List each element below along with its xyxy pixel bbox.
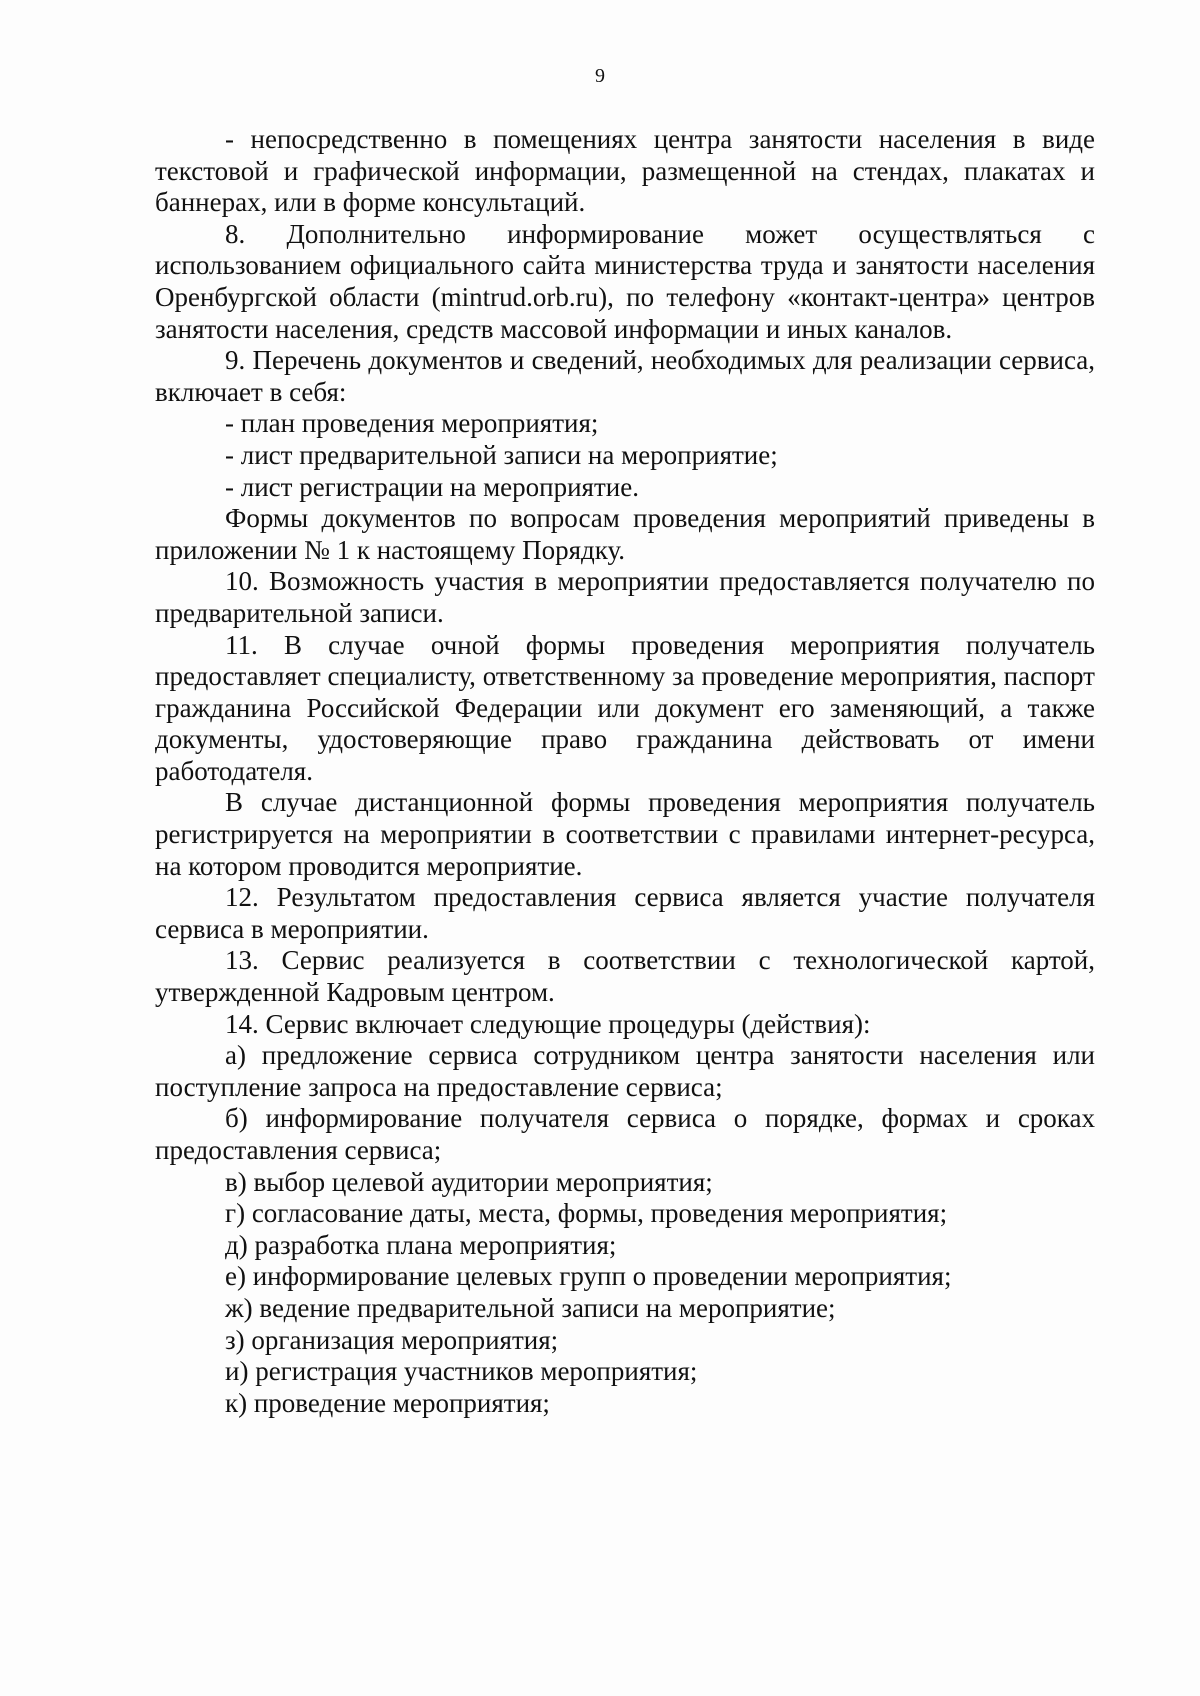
procedure-item-b: б) информирование получателя сервиса о порядке, формах и сроках предоставления сервиса; [155,1103,1095,1165]
paragraph-11-in-person: 11. В случае очной формы проведения мероприятия получатель предоставляет специалисту, ответственному за проведение мероприятия, паспорт гражданина Российской Федерации или документ его заменяющий, а также документы, удостоверяющие право гражданина действовать от имени работодателя. [155,629,1095,786]
list-item-event-plan: - план проведения мероприятия; [225,408,599,439]
page-number: 9 [595,65,605,87]
paragraph-14-procedures: 14. Сервис включает следующие процедуры (действия): [225,1008,871,1039]
procedure-item-v: в) выбор целевой аудитории мероприятия; [225,1166,713,1197]
document-body [155,124,1095,1419]
procedure-item-z: з) организация мероприятия; [225,1324,559,1355]
list-item-registration-sheet: - лист регистрации на мероприятие. [225,471,639,502]
paragraph-9-documents-list: 9. Перечень документов и сведений, необходимых для реализации сервиса, включает в себя: [155,345,1095,407]
paragraph-12-result: 12. Результатом предоставления сервиса является участие получателя сервиса в мероприятии. [155,882,1095,944]
procedure-item-d: д) разработка плана мероприятия; [225,1229,617,1260]
procedure-item-g: г) согласование даты, места, формы, проведения мероприятия; [225,1198,948,1229]
paragraph-info-in-premises: - непосредственно в помещениях центра занятости населения в виде текстовой и графической информации, размещенной на стендах, плакатах и баннерах, или в форме консультаций. [155,124,1095,218]
procedure-item-i: и) регистрация участников мероприятия; [225,1356,698,1387]
procedure-item-zh: ж) ведение предварительной записи на мероприятие; [225,1292,836,1323]
list-item-preregistration-sheet: - лист предварительной записи на мероприятие; [225,439,778,470]
procedure-item-k: к) проведение мероприятия; [225,1387,550,1418]
paragraph-10-participation: 10. Возможность участия в мероприятии предоставляется получателю по предварительной записи. [155,566,1095,628]
paragraph-8-additional-info: 8. Дополнительно информирование может осуществляться с использованием официального сайта министерства труда и занятости населения Оренбургской области (mintrud.orb.ru), по телефону «контакт-центра» центров занятости населения, средств массовой информации и иных каналов. [155,218,1095,344]
paragraph-remote-form: В случае дистанционной формы проведения мероприятия получатель регистрируется на мероприятии в соответствии с правилами интернет-ресурса, на котором проводится мероприятие. [155,787,1095,881]
paragraph-13-tech-map: 13. Сервис реализуется в соответствии с технологической картой, утвержденной Кадровым центром. [155,945,1095,1008]
procedure-item-a: а) предложение сервиса сотрудником центра занятости населения или поступление запроса на предоставление сервиса; [155,1040,1095,1102]
paragraph-document-forms: Формы документов по вопросам проведения мероприятий приведены в приложении № 1 к настоящему Порядку. [155,503,1095,565]
procedure-item-e: е) информирование целевых групп о проведении мероприятия; [225,1261,952,1292]
